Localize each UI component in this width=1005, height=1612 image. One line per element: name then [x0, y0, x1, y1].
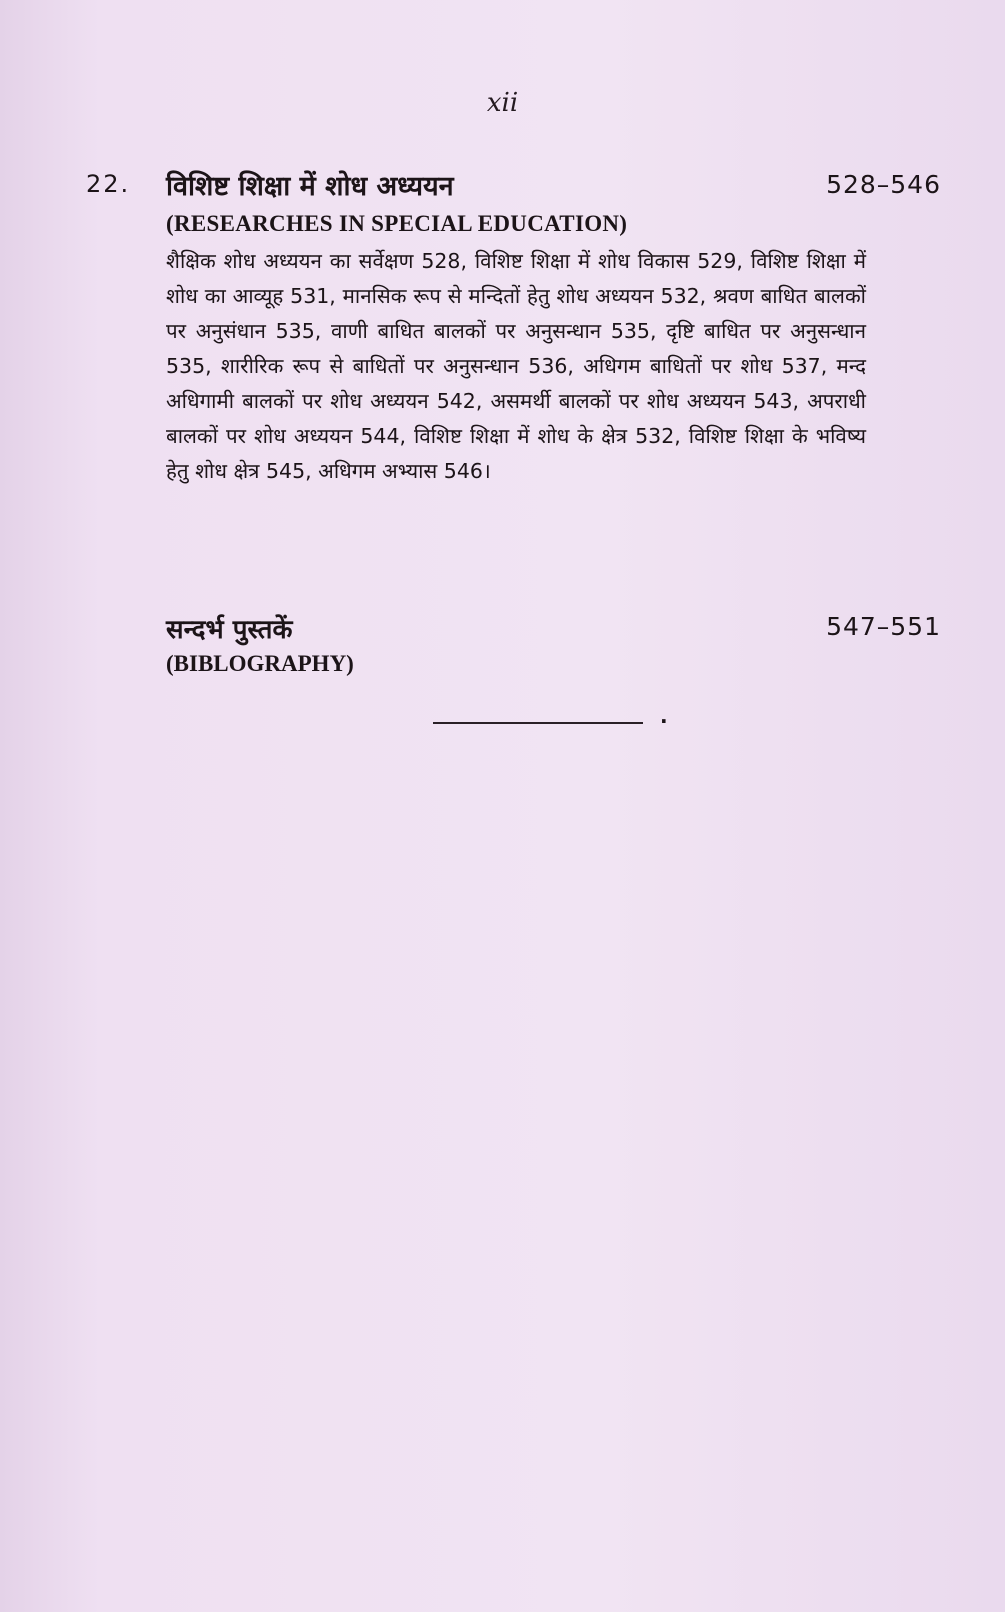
bibliography-title-hindi: सन्दर्भ पुस्तकें: [166, 615, 293, 645]
chapter-title-english: (RESEARCHES IN SPECIAL EDUCATION): [166, 211, 628, 236]
chapter-number: 22.: [86, 170, 131, 198]
end-mark: .: [660, 704, 668, 728]
bibliography-title-english: (BIBLOGRAPHY): [166, 651, 354, 676]
chapter-page-range: 528–546: [826, 170, 941, 199]
chapter-contents: शैक्षिक शोध अध्ययन का सर्वेक्षण 528, विशिष्ट शिक्षा में शोध विकास 529, विशिष्ट शिक्षा में शोध का आव्यूह 531, मानसिक रूप से मन्दितों हेतु शोध अध्ययन 532, श्रवण बाधित बालकों पर अनुसंधान 535, वाणी बाधित बालकों पर अनुसन्धान 535, दृष्टि बाधित पर अनुसन्धान 535, शारीरिक रूप से बाधितों पर अनुसन्धान 536, अधिगम बाधितों पर शोध 537, मन्द अधिगामी बालकों पर शोध अध्ययन 542, असमर्थी बालकों पर शोध अध्ययन 543, अपराधी बालकों पर शोध अध्ययन 544, विशिष्ट शिक्षा में शोध के क्षेत्र 532, विशिष्ट शिक्षा के भविष्य हेतु शोध क्षेत्र 545, अधिगम अभ्यास 546।: [166, 249, 866, 483]
end-divider: [433, 722, 643, 724]
bibliography-page-range: 547–551: [826, 612, 941, 641]
chapter-title-hindi: विशिष्ट शिक्षा में शोध अध्ययन: [166, 171, 454, 202]
page-number: xii: [486, 88, 519, 118]
